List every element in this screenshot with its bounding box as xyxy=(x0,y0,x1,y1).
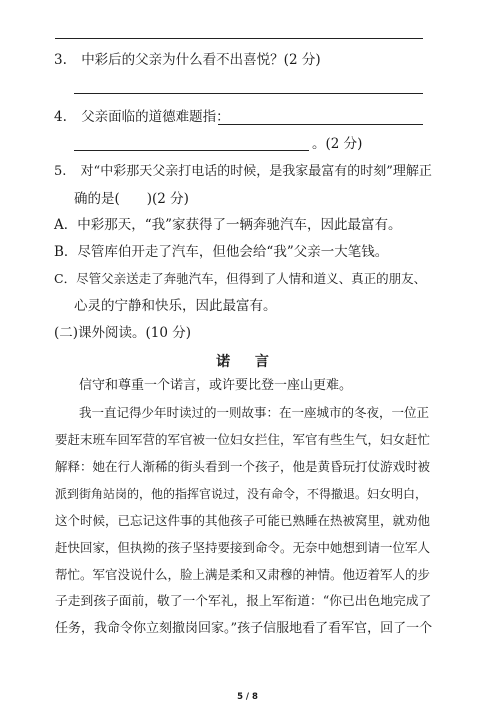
question-5-text-line-2: 确的是( )(2 分) xyxy=(74,191,189,207)
question-4-answer-line-1 xyxy=(218,124,423,125)
article-line-8: 帮忙。军官没说什么，脸上满是柔和又肃穆的神情。他迈着军人的步 xyxy=(55,567,431,582)
option-b-text: 尽管库伯开走了汽车，但他会给“我”父亲一大笔钱。 xyxy=(77,244,389,260)
article-line-7: 赶快回家，但执拗的孩子坚持要接到命令。无奈中她想到请一位军人 xyxy=(55,540,431,555)
option-c xyxy=(54,270,426,288)
article-title: 诺 言 xyxy=(216,354,279,370)
question-4-answer-line-2 xyxy=(74,150,309,151)
option-c-continued: 心灵的宁静和快乐，因此最富有。 xyxy=(74,298,277,314)
article-line-5: 派到街角站岗的，他的指挥官说过，没有命令，不得撤退。妇女明白， xyxy=(55,487,428,501)
question-5-number: 5. xyxy=(54,164,67,179)
option-c-text: 尽管父亲送走了奔驰汽车，但得到了人情和道义、真正的朋友、 xyxy=(76,271,427,286)
question-4-tail: 。(2 分) xyxy=(312,136,363,152)
question-4-text: 父亲面临的道德难题指： xyxy=(81,109,230,125)
page-number: 5 / 8 xyxy=(237,692,258,702)
article-line-3: 要赶末班车回军营的军官被一位妇女拦住，军官有些生气，妇女赶忙 xyxy=(55,432,431,447)
article-line-4: 解释：她在行人渐稀的街头看到一个孩子，他是黄昏玩打仗游戏时被 xyxy=(55,459,431,474)
question-3-number: 3. xyxy=(54,52,67,68)
article-line-1: 信守和尊重一个诺言，或许要比登一座山更难。 xyxy=(79,378,353,393)
option-b xyxy=(54,243,388,261)
question-4-number: 4. xyxy=(54,109,67,125)
option-a xyxy=(54,216,402,234)
answer-line-top xyxy=(55,38,423,39)
article-line-2: 我一直记得少年时读过的一则故事：在一座城市的冬夜，一位正 xyxy=(79,405,430,420)
option-a-letter: A． xyxy=(54,217,78,233)
question-4 xyxy=(54,108,230,126)
section-2-heading: (二)课外阅读。(10 分) xyxy=(54,325,192,341)
article-line-10: 任务，我命令你立刻撤岗回家。”孩子信服地看了看军官，回了一个 xyxy=(55,621,433,636)
article-line-9: 子走到孩子面前，敬了一个军礼，报上军衔道：“你已出色地完成了 xyxy=(55,594,432,609)
article-line-6: 这个时候，已忘记这件事的其他孩子可能已熟睡在热被窝里，就劝他 xyxy=(55,513,431,528)
question-3 xyxy=(54,51,321,69)
question-5 xyxy=(54,163,432,181)
option-a-text: 中彩那天，“我”家获得了一辆奔驰汽车，因此最富有。 xyxy=(77,217,402,233)
option-b-letter: B． xyxy=(54,244,78,260)
question-3-text: 中彩后的父亲为什么看不出喜悦？(2 分) xyxy=(81,52,321,68)
question-5-text-line-1: 对“中彩那天父亲打电话的时候，是我家最富有的时刻”理解正 xyxy=(80,164,432,179)
option-c-letter: C． xyxy=(54,271,77,286)
question-3-answer-line xyxy=(74,93,423,94)
